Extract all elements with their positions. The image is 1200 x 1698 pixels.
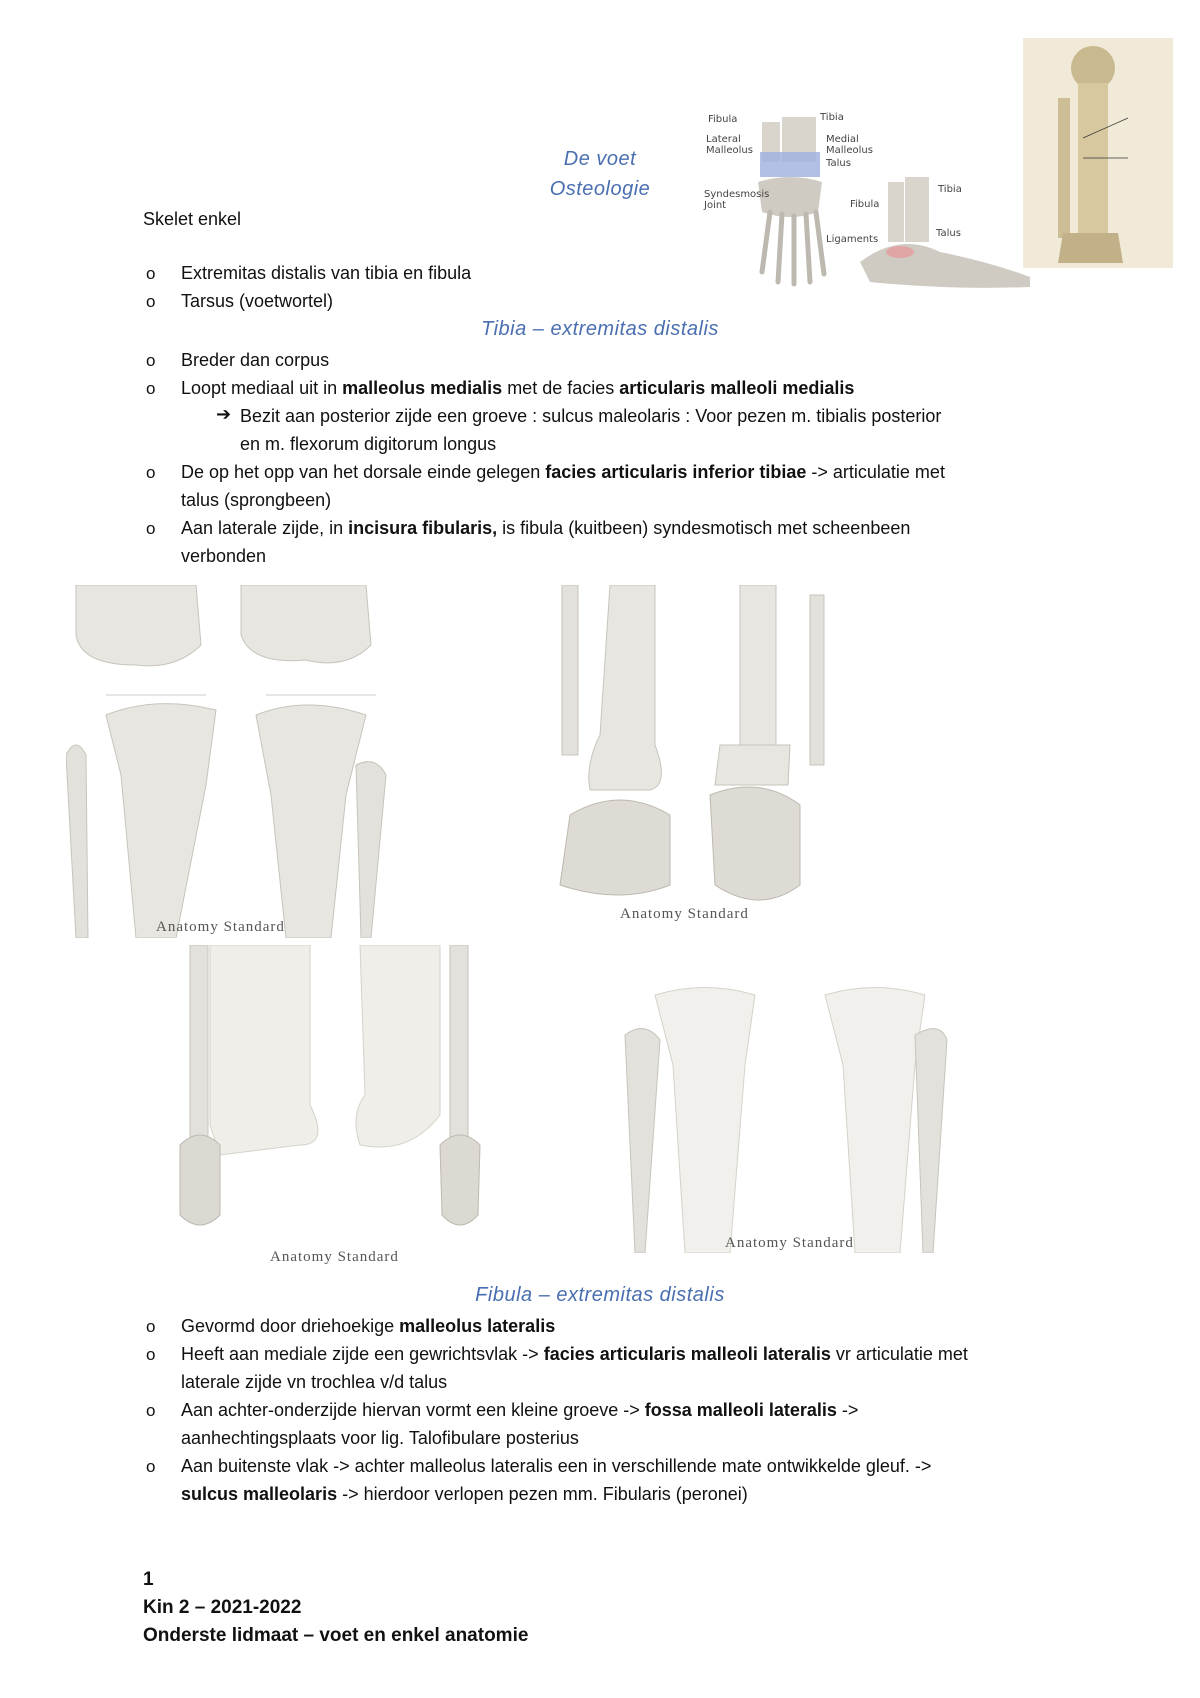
- distal-fibula-figure: [160, 945, 490, 1267]
- bullet-marker: o: [146, 1401, 156, 1420]
- distal-leg-figure: [530, 585, 850, 925]
- tibia-item-4: [181, 514, 1081, 570]
- figure-brand: Anatomy Standard: [156, 919, 285, 935]
- text-run: De op het opp van het dorsale einde gelegen: [181, 462, 546, 482]
- page-title-line1: De voet: [563, 148, 637, 170]
- bold-term: fossa malleoli lateralis: [644, 1400, 837, 1420]
- proximal-fibula-figure: [595, 985, 975, 1253]
- text-run: vr articulatie met: [830, 1344, 968, 1364]
- bullet-marker: o: [146, 463, 156, 482]
- diagram-label: Fibula: [708, 114, 738, 125]
- intro-item-2: Tarsus (voetwortel): [181, 291, 334, 311]
- diagram-label: Medial: [826, 134, 859, 145]
- fibula-heading: Fibula – extremitas distalis: [475, 1284, 725, 1306]
- text-run: is fibula (kuitbeen) syndesmotisch met scheenbeen: [497, 518, 911, 538]
- tibia-heading: Tibia – extremitas distalis: [481, 318, 719, 340]
- diagram-label: Talus: [936, 228, 961, 239]
- footer-course: Kin 2 – 2021-2022: [143, 1597, 302, 1618]
- diagram-label: Tibia: [938, 184, 962, 195]
- bold-term: sulcus malleolaris: [181, 1484, 338, 1504]
- leg-skeleton-figure: [1023, 38, 1173, 268]
- figure-brand: Anatomy Standard: [620, 906, 749, 922]
- tibia-item-2: [181, 374, 1081, 402]
- bullet-marker: o: [146, 264, 156, 283]
- fibula-item-4: [181, 1452, 1081, 1508]
- text-run: Aan buitenste vlak -> achter malleolus lateralis een in verschillende mate ontwikkelde gleuf. ->: [181, 1456, 932, 1476]
- diagram-label: Talus: [826, 158, 851, 169]
- diagram-label: Ligaments: [826, 234, 879, 245]
- text-run: met de facies: [502, 378, 620, 398]
- diagram-label: Tibia: [820, 112, 844, 123]
- tibia-item-1: Breder dan corpus: [181, 350, 330, 370]
- text-run: verbonden: [181, 546, 267, 566]
- text-run: Aan laterale zijde, in: [181, 518, 349, 538]
- fibula-item-3: [181, 1396, 1081, 1452]
- proximal-tibia-figure: [66, 585, 396, 938]
- page-title-line2: Osteologie: [549, 178, 651, 200]
- fibula-item-1: [181, 1312, 1081, 1340]
- diagram-label: Syndesmosis: [704, 189, 770, 200]
- text-run: talus (sprongbeen): [181, 490, 332, 510]
- figure-brand: Anatomy Standard: [270, 1249, 399, 1265]
- diagram-label: Malleolus: [826, 145, 873, 156]
- diagram-label: Joint: [704, 200, 727, 211]
- bold-term: articularis malleoli medialis: [619, 378, 855, 398]
- page-number: 1: [143, 1569, 154, 1590]
- bullet-marker: o: [146, 1317, 156, 1336]
- text-run: -> hierdoor verlopen pezen mm. Fibularis (peronei): [337, 1484, 748, 1504]
- malleolus-highlight: [760, 152, 820, 177]
- bold-term: incisura fibularis,: [348, 518, 498, 538]
- tibia-item-3: [181, 458, 1081, 514]
- bullet-marker: o: [146, 379, 156, 398]
- bullet-marker: o: [146, 1457, 156, 1476]
- bullet-marker: o: [146, 1345, 156, 1364]
- text-run: -> articulatie met: [806, 462, 945, 482]
- bold-term: malleolus lateralis: [399, 1316, 556, 1336]
- bullet-marker: o: [146, 292, 156, 311]
- text-run: aanhechtingsplaats voor lig. Talofibulare posterius: [181, 1428, 579, 1448]
- fibula-item-2: [181, 1340, 1081, 1396]
- intro-item-1: Extremitas distalis van tibia en fibula: [181, 263, 472, 283]
- bold-term: facies articularis malleoli lateralis: [543, 1344, 831, 1364]
- diagram-label: Malleolus: [706, 145, 753, 156]
- text-run: Aan achter-onderzijde hiervan vormt een kleine groeve ->: [181, 1400, 645, 1420]
- section-label: Skelet enkel: [143, 209, 242, 229]
- figure-brand: Anatomy Standard: [725, 1235, 854, 1251]
- bullet-marker: o: [146, 351, 156, 370]
- arrow-bullet-icon: ➔: [216, 404, 232, 424]
- diagram-label: Lateral: [706, 134, 741, 145]
- tibia-subitem: [240, 402, 1070, 458]
- bullet-marker: o: [146, 519, 156, 538]
- text-run: Gevormd door driehoekige: [181, 1316, 400, 1336]
- text-line: Bezit aan posterior zijde een groeve : sulcus maleolaris : Voor pezen m. tibialis posterior: [240, 406, 942, 426]
- bold-term: facies articularis inferior tibiae: [545, 462, 807, 482]
- ankle-diagram-figure: [700, 112, 1040, 297]
- diagram-label: Fibula: [850, 199, 880, 210]
- text-run: ->: [836, 1400, 859, 1420]
- text-run: Loopt mediaal uit in: [181, 378, 343, 398]
- footer-subject: Onderste lidmaat – voet en enkel anatomie: [143, 1625, 529, 1646]
- text-run: Heeft aan mediale zijde een gewrichtsvlak ->: [181, 1344, 544, 1364]
- bold-term: malleolus medialis: [342, 378, 503, 398]
- text-line: en m. flexorum digitorum longus: [240, 434, 497, 454]
- text-run: laterale zijde vn trochlea v/d talus: [181, 1372, 448, 1392]
